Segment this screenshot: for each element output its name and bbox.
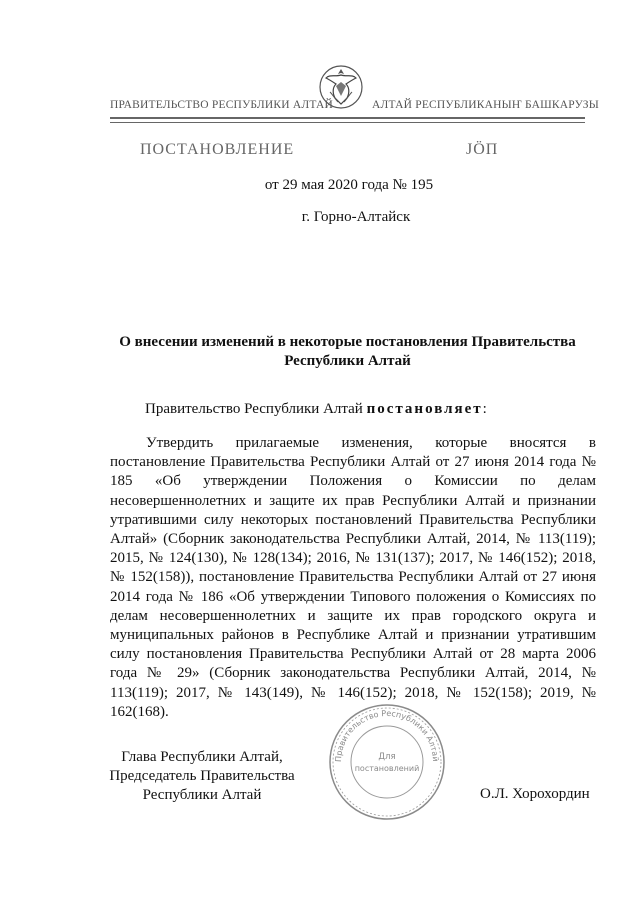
stamp-inner-line-2: постановлений xyxy=(354,764,420,773)
official-stamp xyxy=(327,702,447,822)
signatory-line-1: Глава Республики Алтай, xyxy=(121,749,283,765)
stamp-inner-line-1: Для xyxy=(378,752,396,762)
preamble xyxy=(145,401,487,418)
decree-body: Утвердить прилагаемые изменения, которые вносятся в постановление Правительства Республики Алтай от 27 июня 2014 года № 185 «Об утверждении Положения о Комиссии по делам несовершеннолетних и защите их прав Республики Алтай и признании утратившими силу некоторых постановлений Правительства Республики Алтай» (Сборник законодательства Республики Алтай, 2014, № 113(119); 2015, № 124(130), № 128(134); 2016, № 131(137); 2017, № 146(152); 2018, № 152(158)), постановление Правительства Республики Алтай от 27 июня 2014 года № 186 «Об утверждении Типового положения о Комиссиях по делам несовершеннолетних и защите их прав городского округа и муниципальных районов в Республике Алтай и признании утратившим силу постановления Правительства Республики Алтай от 28 марта 2006 года № 29» (Сборник законодательства Республики Алтай, 2014, № 113(119); 2017, № 143(149), № 146(152); 2018, № 152(158); 2019, № 162(168). xyxy=(110,435,596,720)
decree-title: О внесении изменений в некоторые постановления Правительства Республики Алтай xyxy=(119,334,576,369)
signatory-line-2: Председатель Правительства xyxy=(109,768,295,784)
signatory-title xyxy=(108,748,296,805)
doc-type-russian: ПОСТАНОВЛЕНИЕ xyxy=(140,141,295,158)
decree-city: г. Горно-Алтайск xyxy=(301,209,411,225)
header-rule-thick xyxy=(110,117,585,119)
org-name-altai: АЛТАЙ РЕСПУБЛИКАНЫҤ БАШКАРУЗЫ xyxy=(372,99,599,111)
signatory-line-3: Республики Алтай xyxy=(142,787,262,803)
header-rule-thin xyxy=(110,122,585,123)
doc-type-altai: ЈӦП xyxy=(466,141,499,158)
preamble-tail: : xyxy=(482,401,487,417)
org-name-russian: ПРАВИТЕЛЬСТВО РЕСПУБЛИКИ АЛТАЙ xyxy=(110,99,334,111)
decree-date-number: от 29 мая 2020 года № 195 xyxy=(264,177,434,193)
preamble-action: постановляет xyxy=(366,401,483,417)
stamp-outer-text: Правительство Республики Алтай xyxy=(333,708,441,763)
signatory-name: О.Л. Хорохордин xyxy=(480,786,590,802)
preamble-lead: Правительство Республики Алтай xyxy=(145,401,367,417)
